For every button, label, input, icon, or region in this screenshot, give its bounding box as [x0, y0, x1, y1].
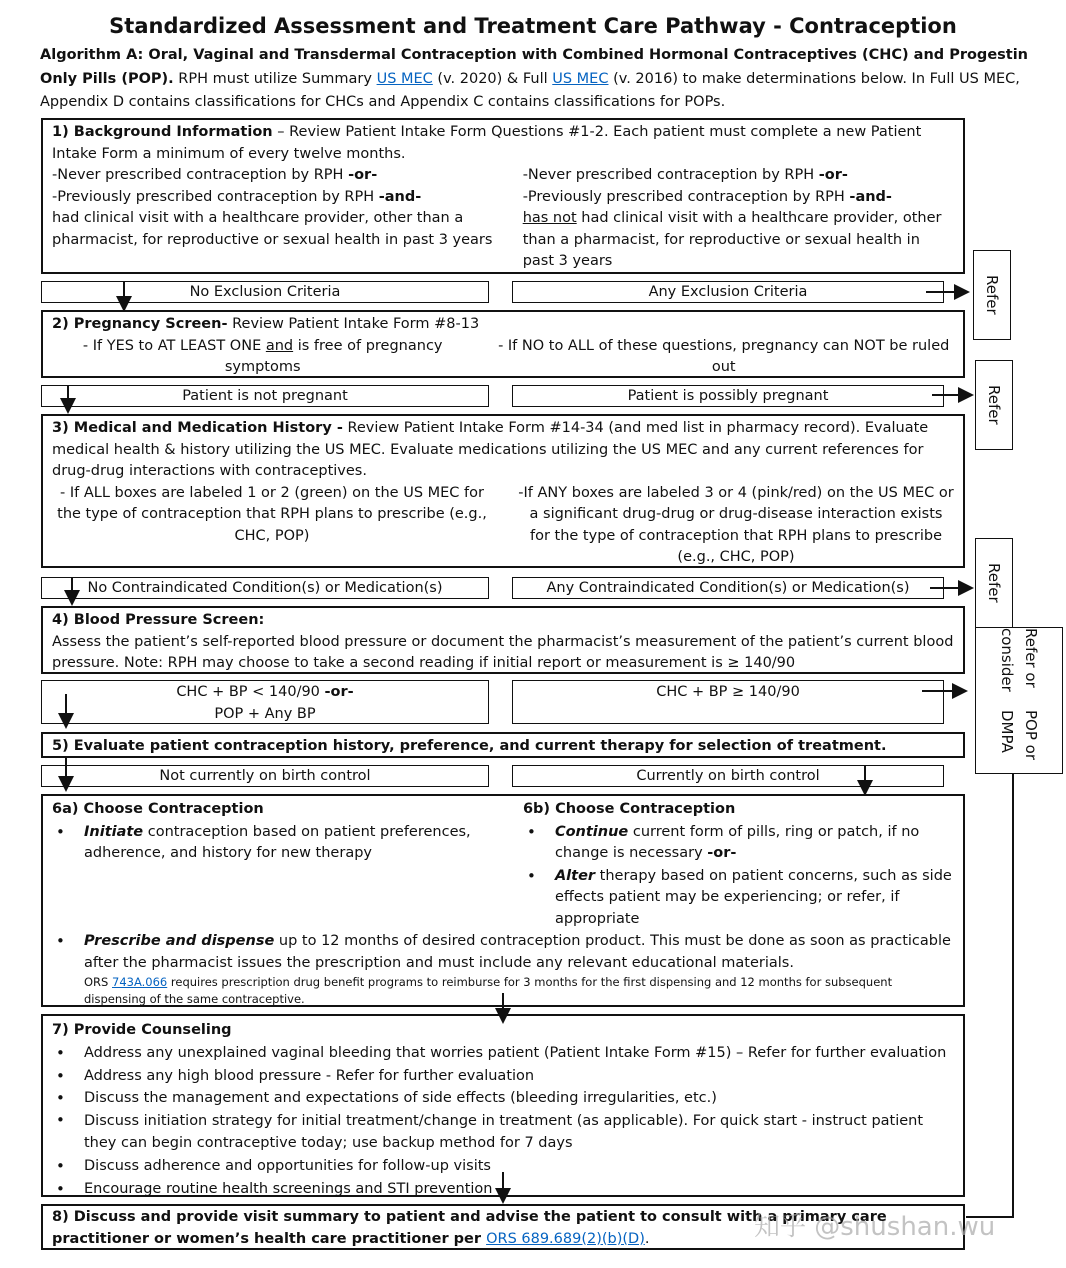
step2-left-a: - If YES to AT LEAST ONE — [82, 337, 266, 354]
step1-right-line2: -Previously prescribed contraception by RPH — [522, 188, 850, 205]
page-title: Standardized Assessment and Treatment Care Pathway - Contraception — [109, 14, 957, 38]
ors-prefix: ORS — [84, 975, 112, 989]
step1-left-line2: -Previously prescribed contraception by RPH — [52, 188, 379, 205]
chc-bp-high-bar: CHC + BP ≥ 140/90 — [512, 680, 944, 724]
intro-text-3: (v. 2016) to make determinations below. In Full US MEC, Appendix D contains classifications for CHCs and Appendix C contains classifications for POPs. — [40, 70, 1020, 110]
step5-text: 5) Evaluate patient contraception history, preference, and current therapy for selection of treatment. — [52, 738, 887, 754]
intro-text-2: (v. 2020) & Full — [432, 70, 553, 87]
step6b-alter-text: therapy based on patient concerns, such as side effects patient may be experiencing; or refer, if appropriate — [554, 867, 952, 927]
ors-note-text: requires prescription drug benefit programs to reimburse for 3 months for the first dispensing and 12 months for subsequent dispensing of the same contraceptive. — [84, 975, 893, 1006]
step6a-initiate-text: contraception based on patient preferences, adherence, and history for new therapy — [84, 823, 471, 861]
step2-right-column: - If NO to ALL of these questions, pregnancy can NOT be ruled out — [498, 337, 950, 375]
step1-left-line1: -Never prescribed contraception by RPH — [52, 167, 349, 183]
step2-left-b: is free of pregnancy symptoms — [224, 337, 443, 375]
step6b-or: -or- — [707, 845, 737, 861]
us-mec-summary-link[interactable]: US MEC — [376, 70, 433, 87]
any-contraindicated-bar: Any Contraindicated Condition(s) or Medication(s) — [512, 577, 944, 599]
counseling-item: • Encourage routine health screenings and STI prevention — [52, 1178, 954, 1201]
pop-or-dmpa-label: POP or DMPA — [998, 710, 1040, 761]
no-exclusion-criteria-bar: No Exclusion Criteria — [41, 281, 489, 303]
step2-heading: 2) Pregnancy Screen- — [52, 316, 228, 332]
counseling-item: • Discuss initiation strategy for initial treatment/change in treatment (as applicable). For quick start - instruct patient they can begin contraceptive today; use backup method for 7 days — [52, 1110, 954, 1155]
step6b-heading: 6b) Choose Contraception — [522, 801, 736, 817]
step6-prescribe-label: Prescribe and dispense — [84, 933, 275, 949]
step1-right-and: -and- — [849, 188, 892, 205]
counseling-item: • Address any high blood pressure - Refer for further evaluation — [52, 1065, 954, 1088]
step3-left-column: - If ALL boxes are labeled 1 or 2 (green) on the US MEC for the type of contraception that RPH plans to prescribe (e.g., CHC, POP) — [57, 484, 487, 544]
line-counseling-connector — [966, 774, 1013, 1217]
patient-not-pregnant-bar: Patient is not pregnant — [41, 385, 489, 407]
counseling-item: • Address any unexplained vaginal bleeding that worries patient (Patient Intake Form #15) – Refer for further evaluation — [52, 1042, 954, 1065]
step1-right-has-not: has not — [522, 210, 577, 226]
patient-possibly-pregnant-bar: Patient is possibly pregnant — [512, 385, 944, 407]
any-exclusion-criteria-bar: Any Exclusion Criteria — [512, 281, 944, 303]
refer-or-consider-label: Refer or consider — [998, 628, 1040, 692]
refer-box-contraindicated: Refer — [975, 538, 1013, 628]
step1-right-or: -or- — [818, 167, 848, 183]
intro-text-1: RPH must utilize Summary — [173, 70, 377, 87]
step2-left-and: and — [265, 337, 294, 354]
step6b-continue-text: current form of pills, ring or patch, if no change is necessary — [554, 823, 920, 861]
step6a-heading: 6a) Choose Contraception — [52, 801, 264, 817]
refer-box-exclusion: Refer — [973, 250, 1011, 340]
step4-heading: 4) Blood Pressure Screen: — [52, 612, 265, 628]
step6-prescribe-text: up to 12 months of desired contraception product. This must be done as soon as practicable after the pharmacist issues the prescription and must include any relevant educational materials. — [84, 933, 951, 971]
step3-right-column: -If ANY boxes are labeled 3 or 4 (pink/red) on the US MEC or a significant drug-drug or drug-disease interaction exists for the type of contraception that RPH plans to prescribe (e.g., CHC, POP) — [518, 484, 954, 565]
step1-text: – Review Patient Intake Form Questions #1-2. Each patient must complete a new Patient Intake Form a minimum of every twelve months. — [52, 124, 922, 162]
step8-text: 8) Discuss and provide visit summary to patient and advise the patient to consult with a primary care practitioner or women’s health care practitioner per — [52, 1209, 887, 1247]
bar4-left-line2: POP + Any BP — [214, 705, 316, 722]
ors-743a066-link[interactable]: 743A.066 — [112, 975, 168, 989]
counseling-item: • Discuss adherence and opportunities for follow-up visits — [52, 1155, 954, 1178]
step1-heading: 1) Background Information — [52, 124, 273, 140]
step3-text: Review Patient Intake Form #14-34 (and med list in pharmacy record). Evaluate medical health & history utilizing the US MEC. Evaluate medications utilizing the US MEC and any current references for drug-drug interactions with contraceptives. — [52, 420, 929, 479]
step6a-initiate-label: Initiate — [84, 823, 144, 840]
step7-heading: 7) Provide Counseling — [52, 1022, 232, 1038]
counseling-item: • Discuss the management and expectations of side effects (bleeding irregularities, etc.) — [52, 1087, 954, 1110]
no-contraindicated-bar: No Contraindicated Condition(s) or Medication(s) — [41, 577, 489, 599]
ors-689-link[interactable]: ORS 689.689(2)(b)(D) — [486, 1230, 645, 1247]
watermark: 知乎 @shushan.wu — [754, 1212, 996, 1242]
refer-box-pregnancy: Refer — [975, 360, 1013, 450]
step1-right-line1: -Never prescribed contraception by RPH — [522, 167, 819, 183]
algorithm-title: Algorithm A: Oral, Vaginal and Transdermal Contraception with Combined Hormonal Contraceptives (CHC) and Progestin Only Pills (POP). — [40, 47, 1029, 87]
step4-text: Assess the patient’s self-reported blood pressure or document the pharmacist’s measurement of the patient’s current blood pressure. Note: RPH may choose to take a second reading if initial report or measurement is ≥ 140/90 — [52, 633, 954, 671]
step8-end: . — [644, 1230, 650, 1247]
step3-heading: 3) Medical and Medication History - — [52, 420, 343, 436]
step6b-alter-label: Alter — [554, 867, 596, 884]
us-mec-full-link[interactable]: US MEC — [552, 70, 609, 87]
step1-left-and: -and- — [378, 188, 422, 205]
bar4-left-or: -or- — [324, 684, 354, 700]
step2-text: Review Patient Intake Form #8-13 — [227, 316, 480, 332]
not-on-birth-control-bar: Not currently on birth control — [41, 765, 489, 787]
currently-on-birth-control-bar: Currently on birth control — [512, 765, 944, 787]
step1-left-line3: had clinical visit with a healthcare provider, other than a pharmacist, for reproductive or sexual health in past 3 years — [52, 210, 493, 248]
bar4-left-line1: CHC + BP < 140/90 — [176, 684, 325, 700]
step1-right-line3: had clinical visit with a healthcare provider, other than a pharmacist, for reproductive or sexual health in past 3 years — [522, 210, 942, 269]
step1-left-or: -or- — [348, 167, 378, 183]
step6b-continue-label: Continue — [554, 823, 629, 840]
